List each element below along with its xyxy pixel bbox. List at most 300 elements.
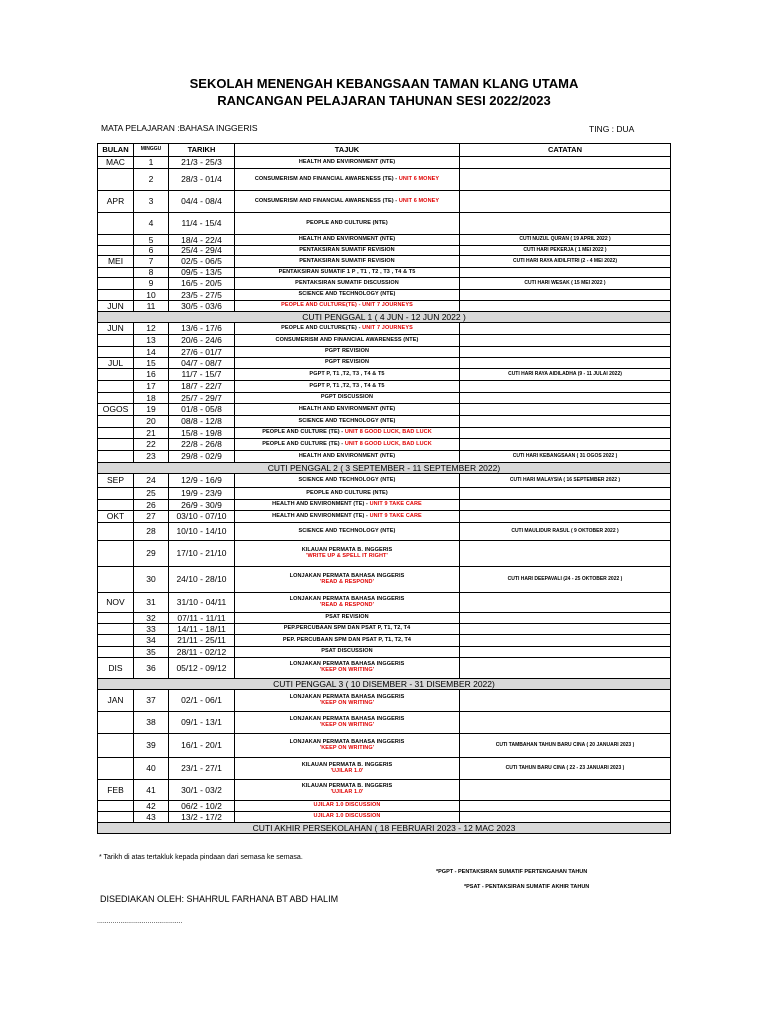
table-row bbox=[98, 500, 671, 511]
month-cell bbox=[98, 613, 134, 624]
date-cell: 22/8 - 26/8 bbox=[169, 439, 235, 451]
date-cell: 16/1 - 20/1 bbox=[169, 734, 235, 758]
month-cell bbox=[98, 369, 134, 381]
topic-cell bbox=[235, 613, 460, 624]
date-cell: 21/3 - 25/3 bbox=[169, 157, 235, 169]
topic-unit-text: UNIT 8 GOOD LUCK, BAD LUCK bbox=[344, 429, 432, 436]
topic-cell bbox=[235, 256, 460, 268]
remarks-cell: CUTI HARI RAYA AIDILADHA (9 - 11 JULAI 2022) bbox=[460, 369, 671, 381]
remarks-cell bbox=[460, 541, 671, 567]
table-header-row bbox=[98, 144, 671, 157]
week-cell: 17 bbox=[134, 381, 169, 393]
topic-cell bbox=[235, 488, 460, 500]
week-cell: 7 bbox=[134, 256, 169, 268]
table-row bbox=[98, 712, 671, 734]
table-row bbox=[98, 416, 671, 428]
col-minggu: MINGGU bbox=[134, 144, 169, 157]
month-cell: DIS bbox=[98, 658, 134, 679]
month-cell bbox=[98, 624, 134, 635]
month-cell: FEB bbox=[98, 780, 134, 801]
remarks-cell: CUTI HARI KEBANGSAAN ( 31 OGOS 2022 ) bbox=[460, 451, 671, 463]
remarks-cell bbox=[460, 511, 671, 523]
topic-cell bbox=[235, 812, 460, 823]
week-cell: 42 bbox=[134, 801, 169, 812]
plan-title: RANCANGAN PELAJARAN TAHUNAN SESI 2022/2023 bbox=[217, 93, 551, 108]
month-cell: OKT bbox=[98, 511, 134, 523]
topic-cell bbox=[235, 658, 460, 679]
holiday-label: CUTI AKHIR PERSEKOLAHAN ( 18 FEBRUARI 2023 - 12 MAC 2023 bbox=[98, 823, 671, 834]
topic-text: HEALTH AND ENVIRONMENT (TE) - bbox=[272, 501, 370, 508]
topic-text: PENTAKSIRAN SUMATIF DISCUSSION bbox=[295, 279, 399, 286]
table-row bbox=[98, 812, 671, 823]
date-cell: 23/5 - 27/5 bbox=[169, 290, 235, 301]
remarks-cell bbox=[460, 213, 671, 235]
topic-text: PEOPLE AND CULTURE (NTE) bbox=[306, 219, 388, 226]
week-cell: 28 bbox=[134, 523, 169, 541]
week-cell: 38 bbox=[134, 712, 169, 734]
month-cell bbox=[98, 393, 134, 404]
topic-activity-text: 'READ & RESPOND' bbox=[319, 601, 375, 608]
topic-unit-text: UNIT 8 GOOD LUCK, BAD LUCK bbox=[344, 440, 432, 447]
date-cell: 04/7 - 08/7 bbox=[169, 358, 235, 369]
signature-line: ............................................ bbox=[97, 918, 183, 925]
remarks-cell: CUTI HARI WESAK ( 15 MEI 2022 ) bbox=[460, 278, 671, 290]
date-cell: 10/10 - 14/10 bbox=[169, 523, 235, 541]
table-row bbox=[98, 335, 671, 347]
topic-cell bbox=[235, 169, 460, 191]
topic-text: LONJAKAN PERMATA BAHASA INGGERIS bbox=[289, 595, 405, 602]
topic-activity-text: 'UJILAR 1.0' bbox=[330, 767, 364, 774]
date-cell: 11/4 - 15/4 bbox=[169, 213, 235, 235]
topic-text: PEOPLE AND CULTURE (TE) - bbox=[262, 429, 345, 436]
date-cell: 29/8 - 02/9 bbox=[169, 451, 235, 463]
week-cell: 27 bbox=[134, 511, 169, 523]
topic-text: PENTAKSIRAN SUMATIF 1 P , T1 , T2 , T3 , T4 & T5 bbox=[278, 268, 416, 275]
month-cell: MEI bbox=[98, 256, 134, 268]
remarks-cell bbox=[460, 624, 671, 635]
date-cell: 02/5 - 06/5 bbox=[169, 256, 235, 268]
topic-cell bbox=[235, 381, 460, 393]
topic-text: PEOPLE AND CULTURE (TE) - bbox=[262, 440, 345, 447]
remarks-cell: CUTI NUZUL QURAN ( 19 APRIL 2022 ) bbox=[460, 235, 671, 246]
date-cell: 07/11 - 11/11 bbox=[169, 613, 235, 624]
month-cell bbox=[98, 523, 134, 541]
month-cell bbox=[98, 647, 134, 658]
week-cell: 19 bbox=[134, 404, 169, 416]
remarks-cell bbox=[460, 157, 671, 169]
month-cell bbox=[98, 290, 134, 301]
week-cell: 20 bbox=[134, 416, 169, 428]
remarks-cell bbox=[460, 635, 671, 647]
topic-activity-text: 'KEEP ON WRITING' bbox=[319, 744, 375, 751]
table-row bbox=[98, 191, 671, 213]
date-cell: 14/11 - 18/11 bbox=[169, 624, 235, 635]
date-cell: 15/8 - 19/8 bbox=[169, 428, 235, 439]
week-cell: 40 bbox=[134, 758, 169, 780]
week-cell: 15 bbox=[134, 358, 169, 369]
remarks-cell bbox=[460, 404, 671, 416]
date-cell: 31/10 - 04/11 bbox=[169, 593, 235, 613]
remarks-cell: CUTI MAULIDUR RASUL ( 9 OKTOBER 2022 ) bbox=[460, 523, 671, 541]
topic-text: SCIENCE AND TECHNOLOGY (NTE) bbox=[298, 291, 396, 298]
topic-cell bbox=[235, 567, 460, 593]
remarks-cell bbox=[460, 439, 671, 451]
month-cell bbox=[98, 500, 134, 511]
col-tajuk: TAJUK bbox=[235, 144, 460, 157]
topic-cell bbox=[235, 290, 460, 301]
week-cell: 5 bbox=[134, 235, 169, 246]
remarks-cell bbox=[460, 381, 671, 393]
date-cell: 20/6 - 24/6 bbox=[169, 335, 235, 347]
date-cell: 06/2 - 10/2 bbox=[169, 801, 235, 812]
topic-text: PEOPLE AND CULTURE (NTE) bbox=[306, 489, 388, 496]
date-cell: 25/4 - 29/4 bbox=[169, 246, 235, 256]
date-cell: 05/12 - 09/12 bbox=[169, 658, 235, 679]
topic-text: PSAT REVISION bbox=[325, 614, 369, 621]
month-cell bbox=[98, 712, 134, 734]
week-cell: 11 bbox=[134, 301, 169, 312]
topic-cell bbox=[235, 474, 460, 488]
month-cell bbox=[98, 268, 134, 278]
topic-text: SCIENCE AND TECHNOLOGY (NTE) bbox=[298, 417, 396, 424]
remarks-cell bbox=[460, 347, 671, 358]
week-cell: 30 bbox=[134, 567, 169, 593]
topic-text: LONJAKAN PERMATA BAHASA INGGERIS bbox=[289, 715, 405, 722]
remarks-cell bbox=[460, 323, 671, 335]
date-cell: 27/6 - 01/7 bbox=[169, 347, 235, 358]
week-cell: 33 bbox=[134, 624, 169, 635]
topic-text: CONSUMERISM AND FINANCIAL AWARENESS (TE) - bbox=[254, 197, 399, 204]
remarks-cell bbox=[460, 801, 671, 812]
table-row bbox=[98, 428, 671, 439]
table-row bbox=[98, 624, 671, 635]
date-cell: 09/5 - 13/5 bbox=[169, 268, 235, 278]
topic-text: PGPT DISCUSSION bbox=[320, 394, 374, 401]
subject-label: MATA PELAJARAN :BAHASA INGGERIS bbox=[101, 123, 258, 133]
date-cell: 18/4 - 22/4 bbox=[169, 235, 235, 246]
topic-cell bbox=[235, 635, 460, 647]
month-cell: JUN bbox=[98, 323, 134, 335]
topic-activity-text: 'KEEP ON WRITING' bbox=[319, 721, 375, 728]
topic-cell bbox=[235, 246, 460, 256]
table-row bbox=[98, 488, 671, 500]
week-cell: 37 bbox=[134, 690, 169, 712]
topic-text: PENTAKSIRAN SUMATIF REVISION bbox=[299, 246, 395, 253]
col-tarikh: TARIKH bbox=[169, 144, 235, 157]
level-label: TING : DUA bbox=[589, 124, 635, 134]
table-row bbox=[98, 290, 671, 301]
week-cell: 1 bbox=[134, 157, 169, 169]
table-row bbox=[98, 780, 671, 801]
month-cell bbox=[98, 541, 134, 567]
week-cell: 16 bbox=[134, 369, 169, 381]
topic-cell bbox=[235, 235, 460, 246]
topic-activity-text: 'KEEP ON WRITING' bbox=[319, 667, 375, 673]
topic-text: PGPT REVISION bbox=[324, 348, 370, 355]
remarks-cell: CUTI TAHUN BARU CINA ( 22 - 23 JANUARI 2023 ) bbox=[460, 758, 671, 780]
remarks-cell bbox=[460, 191, 671, 213]
topic-cell bbox=[235, 323, 460, 335]
holiday-row bbox=[98, 463, 671, 474]
month-cell bbox=[98, 169, 134, 191]
topic-text: PGPT REVISION bbox=[324, 359, 370, 366]
month-cell bbox=[98, 439, 134, 451]
month-cell bbox=[98, 567, 134, 593]
date-cell: 30/5 - 03/6 bbox=[169, 301, 235, 312]
week-cell: 36 bbox=[134, 658, 169, 679]
table-row bbox=[98, 301, 671, 312]
week-cell: 13 bbox=[134, 335, 169, 347]
date-cell: 12/9 - 16/9 bbox=[169, 474, 235, 488]
remarks-cell bbox=[460, 658, 671, 679]
table-row bbox=[98, 647, 671, 658]
month-cell: SEP bbox=[98, 474, 134, 488]
table-row bbox=[98, 523, 671, 541]
topic-activity-text: 'KEEP ON WRITING' bbox=[319, 699, 375, 706]
topic-cell bbox=[235, 690, 460, 712]
topic-cell bbox=[235, 358, 460, 369]
date-cell: 24/10 - 28/10 bbox=[169, 567, 235, 593]
table-row bbox=[98, 404, 671, 416]
topic-activity-text: 'READ & RESPOND' bbox=[319, 578, 375, 585]
topic-unit-text: UNIT 6 MONEY bbox=[398, 175, 440, 182]
remarks-cell: CUTI HARI RAYA AIDILFITRI (2 - 4 MEI 2022) bbox=[460, 256, 671, 268]
topic-unit-text: PEOPLE AND CULTURE(TE) - UNIT 7 JOURNEYS bbox=[281, 302, 413, 309]
week-cell: 2 bbox=[134, 169, 169, 191]
week-cell: 9 bbox=[134, 278, 169, 290]
topic-cell bbox=[235, 404, 460, 416]
remarks-cell bbox=[460, 488, 671, 500]
week-cell: 31 bbox=[134, 593, 169, 613]
topic-cell bbox=[235, 758, 460, 780]
topic-text: HEALTH AND ENVIRONMENT (NTE) bbox=[298, 405, 396, 412]
month-cell bbox=[98, 734, 134, 758]
topic-text: PEP. PERCUBAAN SPM DAN PSAT P, T1, T2, T4 bbox=[282, 636, 412, 643]
remarks-cell bbox=[460, 358, 671, 369]
topic-text: PSAT DISCUSSION bbox=[321, 648, 373, 655]
topic-cell bbox=[235, 428, 460, 439]
month-cell bbox=[98, 451, 134, 463]
date-cell: 28/11 - 02/12 bbox=[169, 647, 235, 658]
week-cell: 21 bbox=[134, 428, 169, 439]
date-cell: 21/11 - 25/11 bbox=[169, 635, 235, 647]
topic-text: KILAUAN PERMATA B. INGGERIS bbox=[301, 783, 393, 790]
table-row bbox=[98, 801, 671, 812]
table-row bbox=[98, 758, 671, 780]
table-row bbox=[98, 278, 671, 290]
topic-cell bbox=[235, 191, 460, 213]
topic-text: LONJAKAN PERMATA BAHASA INGGERIS bbox=[289, 572, 405, 579]
week-cell: 29 bbox=[134, 541, 169, 567]
topic-unit-text: UNIT 9 TAKE CARE bbox=[369, 501, 422, 508]
date-cell: 23/1 - 27/1 bbox=[169, 758, 235, 780]
month-cell bbox=[98, 235, 134, 246]
remarks-cell bbox=[460, 428, 671, 439]
week-cell: 24 bbox=[134, 474, 169, 488]
remarks-cell bbox=[460, 690, 671, 712]
month-cell bbox=[98, 488, 134, 500]
date-cell: 08/8 - 12/8 bbox=[169, 416, 235, 428]
table-row bbox=[98, 381, 671, 393]
remarks-cell bbox=[460, 301, 671, 312]
month-cell: NOV bbox=[98, 593, 134, 613]
month-cell: JAN bbox=[98, 690, 134, 712]
topic-unit-text: UNIT 7 JOURNEYS bbox=[362, 324, 413, 331]
topic-cell bbox=[235, 416, 460, 428]
topic-cell bbox=[235, 451, 460, 463]
topic-text: HEALTH AND ENVIRONMENT (NTE) bbox=[298, 236, 396, 243]
week-cell: 41 bbox=[134, 780, 169, 801]
topic-unit-text: UNIT 6 MONEY bbox=[398, 197, 440, 204]
topic-cell bbox=[235, 213, 460, 235]
month-cell bbox=[98, 335, 134, 347]
date-cell: 18/7 - 22/7 bbox=[169, 381, 235, 393]
table-row bbox=[98, 157, 671, 169]
date-cell: 13/2 - 17/2 bbox=[169, 812, 235, 823]
table-row bbox=[98, 358, 671, 369]
remarks-cell: CUTI TAMBAHAN TAHUN BARU CINA ( 20 JANUARI 2023 ) bbox=[460, 734, 671, 758]
yearly-plan-table bbox=[97, 143, 671, 834]
topic-cell bbox=[235, 780, 460, 801]
topic-cell bbox=[235, 278, 460, 290]
topic-cell bbox=[235, 511, 460, 523]
table-row bbox=[98, 323, 671, 335]
table-row bbox=[98, 635, 671, 647]
date-cell: 01/8 - 05/8 bbox=[169, 404, 235, 416]
topic-activity-text: 'WRITE UP & SPELL IT RIGHT' bbox=[306, 552, 388, 559]
topic-cell bbox=[235, 647, 460, 658]
week-cell: 8 bbox=[134, 268, 169, 278]
remarks-cell bbox=[460, 780, 671, 801]
month-cell: JUN bbox=[98, 301, 134, 312]
topic-cell bbox=[235, 369, 460, 381]
remarks-cell: CUTI HARI DEEPAVALI (24 - 25 OKTOBER 2022 ) bbox=[460, 567, 671, 593]
month-cell bbox=[98, 635, 134, 647]
remarks-cell bbox=[460, 268, 671, 278]
remarks-cell bbox=[460, 416, 671, 428]
topic-activity-text: 'UJILAR 1.0' bbox=[330, 789, 364, 795]
holiday-row bbox=[98, 679, 671, 690]
month-cell: MAC bbox=[98, 157, 134, 169]
topic-text: LONJAKAN PERMATA BAHASA INGGERIS bbox=[289, 693, 405, 700]
holiday-row bbox=[98, 312, 671, 323]
week-cell: 6 bbox=[134, 246, 169, 256]
topic-text: PENTAKSIRAN SUMATIF REVISION bbox=[299, 257, 395, 264]
date-cell: 25/7 - 29/7 bbox=[169, 393, 235, 404]
date-cell: 03/10 - 07/10 bbox=[169, 511, 235, 523]
week-cell: 34 bbox=[134, 635, 169, 647]
month-cell bbox=[98, 416, 134, 428]
topic-cell bbox=[235, 712, 460, 734]
remarks-cell bbox=[460, 712, 671, 734]
date-cell: 09/1 - 13/1 bbox=[169, 712, 235, 734]
remarks-cell bbox=[460, 169, 671, 191]
topic-cell bbox=[235, 523, 460, 541]
topic-cell bbox=[235, 801, 460, 812]
table-row bbox=[98, 369, 671, 381]
topic-unit-text: UJILAR 1.0 DISCUSSION bbox=[313, 802, 381, 809]
remarks-cell bbox=[460, 500, 671, 511]
topic-text: CONSUMERISM AND FINANCIAL AWARENESS (TE) - bbox=[254, 175, 399, 182]
topic-unit-text: UNIT 9 TAKE CARE bbox=[369, 512, 422, 519]
topic-text: LONJAKAN PERMATA BAHASA INGGERIS bbox=[289, 661, 405, 668]
week-cell: 22 bbox=[134, 439, 169, 451]
holiday-label: CUTI PENGGAL 1 ( 4 JUN - 12 JUN 2022 ) bbox=[98, 312, 671, 323]
table-row bbox=[98, 593, 671, 613]
table-row bbox=[98, 690, 671, 712]
topic-text: HEALTH AND ENVIRONMENT (NTE) bbox=[298, 452, 396, 459]
topic-cell bbox=[235, 301, 460, 312]
school-name: SEKOLAH MENENGAH KEBANGSAAN TAMAN KLANG UTAMA bbox=[189, 76, 579, 91]
table-row bbox=[98, 567, 671, 593]
remarks-cell bbox=[460, 335, 671, 347]
col-catatan: CATATAN bbox=[460, 144, 671, 157]
topic-text: HEALTH AND ENVIRONMENT (NTE) bbox=[298, 158, 396, 165]
week-cell: 23 bbox=[134, 451, 169, 463]
holiday-label: CUTI PENGGAL 3 ( 10 DISEMBER - 31 DISEMBER 2022) bbox=[98, 679, 671, 690]
topic-cell bbox=[235, 593, 460, 613]
month-cell: OGOS bbox=[98, 404, 134, 416]
date-cell: 26/9 - 30/9 bbox=[169, 500, 235, 511]
table-row bbox=[98, 541, 671, 567]
month-cell bbox=[98, 812, 134, 823]
month-cell bbox=[98, 801, 134, 812]
table-row bbox=[98, 393, 671, 404]
month-cell bbox=[98, 758, 134, 780]
week-cell: 35 bbox=[134, 647, 169, 658]
date-cell: 19/9 - 23/9 bbox=[169, 488, 235, 500]
date-cell: 02/1 - 06/1 bbox=[169, 690, 235, 712]
topic-text: PGPT P, T1 ,T2, T3 , T4 & T5 bbox=[309, 370, 385, 377]
date-cell: 17/10 - 21/10 bbox=[169, 541, 235, 567]
remarks-cell bbox=[460, 290, 671, 301]
topic-text: SCIENCE AND TECHNOLOGY (NTE) bbox=[298, 527, 396, 534]
week-cell: 3 bbox=[134, 191, 169, 213]
topic-text: PEP.PERCUBAAN SPM DAN PSAT P, T1, T2, T4 bbox=[283, 625, 411, 632]
topic-cell bbox=[235, 624, 460, 635]
col-bulan: BULAN bbox=[98, 144, 134, 157]
table-row bbox=[98, 347, 671, 358]
table-row bbox=[98, 169, 671, 191]
table-row bbox=[98, 511, 671, 523]
topic-text: PEOPLE AND CULTURE(TE) - bbox=[281, 324, 363, 331]
date-cell: 13/6 - 17/6 bbox=[169, 323, 235, 335]
remarks-cell bbox=[460, 812, 671, 823]
topic-cell bbox=[235, 500, 460, 511]
topic-cell bbox=[235, 157, 460, 169]
legend-pgpt: *PGPT - PENTAKSIRAN SUMATIF PERTENGAHAN TAHUN bbox=[436, 869, 588, 875]
table-row bbox=[98, 213, 671, 235]
remarks-cell bbox=[460, 647, 671, 658]
topic-text: HEALTH AND ENVIRONMENT (TE) - bbox=[272, 512, 370, 519]
week-cell: 18 bbox=[134, 393, 169, 404]
date-cell: 16/5 - 20/5 bbox=[169, 278, 235, 290]
topic-text: CONSUMERISM AND FINANCIAL AWARENESS (NTE) bbox=[275, 336, 419, 343]
table-row bbox=[98, 268, 671, 278]
legend-psat: *PSAT - PENTAKSIRAN SUMATIF AKHIR TAHUN bbox=[464, 884, 590, 890]
remarks-cell bbox=[460, 393, 671, 404]
month-cell: APR bbox=[98, 191, 134, 213]
footnote: * Tarikh di atas tertakluk kepada pindaan dari semasa ke semasa. bbox=[99, 854, 303, 861]
topic-text: SCIENCE AND TECHNOLOGY (NTE) bbox=[298, 476, 396, 483]
topic-text: KILAUAN PERMATA B. INGGERIS bbox=[301, 761, 393, 768]
topic-cell bbox=[235, 335, 460, 347]
week-cell: 32 bbox=[134, 613, 169, 624]
table-row bbox=[98, 451, 671, 463]
topic-text: LONJAKAN PERMATA BAHASA INGGERIS bbox=[289, 738, 405, 745]
remarks-cell: CUTI HARI MALAYSIA ( 16 SEPTEMBER 2022 ) bbox=[460, 474, 671, 488]
month-cell bbox=[98, 347, 134, 358]
